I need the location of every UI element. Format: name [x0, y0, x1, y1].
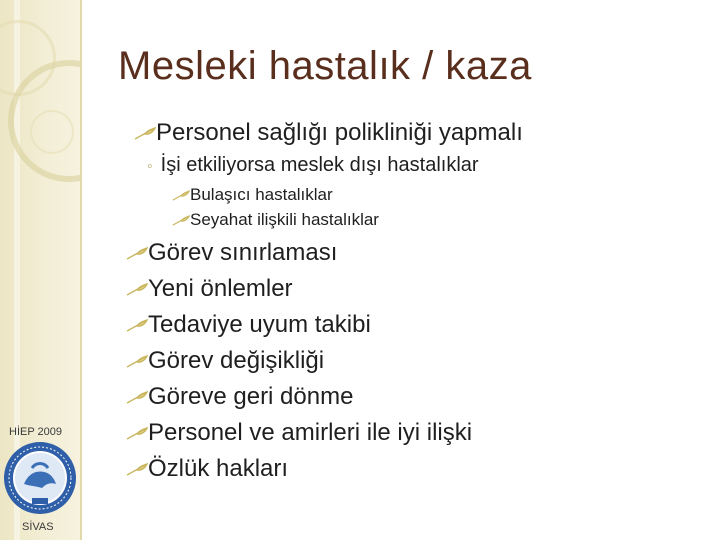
bullet-text: İşi etkiliyorsa meslek dışı hastalıklar	[160, 154, 479, 176]
bullet-text: Görev sınırlaması	[148, 239, 338, 266]
bullet-text: Personel sağlığı polikliniği yapmalı	[156, 119, 523, 146]
leaf-bullet-icon	[126, 347, 148, 375]
slide-title: Mesleki hastalık / kaza	[118, 44, 532, 88]
bullet-item	[172, 210, 379, 230]
leaf-bullet-icon	[126, 239, 148, 267]
leaf-bullet-icon	[134, 119, 156, 147]
circle-bullet-icon: ◦	[147, 158, 153, 175]
leaf-bullet-icon	[126, 455, 148, 483]
bullet-text: Görev değişikliği	[148, 347, 325, 374]
leaf-bullet-icon	[126, 383, 148, 411]
leaf-bullet-icon	[172, 210, 190, 230]
organization-seal-logo	[2, 440, 78, 516]
leaf-bullet-icon	[172, 185, 190, 205]
bullet-text: Seyahat ilişkili hastalıklar	[190, 210, 379, 229]
bullet-item	[126, 419, 472, 447]
bullet-item	[172, 185, 333, 205]
bullet-item	[126, 455, 288, 483]
bullet-item	[126, 311, 371, 339]
bullet-item	[134, 119, 523, 147]
decorative-sidebar	[0, 0, 82, 540]
bullet-text: Bulaşıcı hastalıklar	[190, 185, 333, 204]
leaf-bullet-icon	[126, 311, 148, 339]
bullet-item	[126, 383, 353, 411]
bullet-text: Tedaviye uyum takibi	[148, 311, 371, 338]
bullet-item	[126, 275, 293, 303]
sidebar-top-label: HİEP 2009	[9, 426, 63, 438]
bullet-item	[126, 239, 337, 267]
bullet-item	[126, 347, 324, 375]
bullet-text: Personel ve amirleri ile iyi ilişki	[148, 419, 473, 446]
sidebar-bottom-label: SİVAS	[22, 521, 54, 533]
leaf-bullet-icon	[126, 419, 148, 447]
bullet-text: Yeni önlemler	[148, 275, 293, 302]
bullet-text: Özlük hakları	[148, 455, 289, 482]
bullet-text: Göreve geri dönme	[148, 383, 354, 410]
leaf-bullet-icon	[126, 275, 148, 303]
bullet-item	[147, 154, 479, 177]
decorative-ring	[30, 110, 74, 154]
